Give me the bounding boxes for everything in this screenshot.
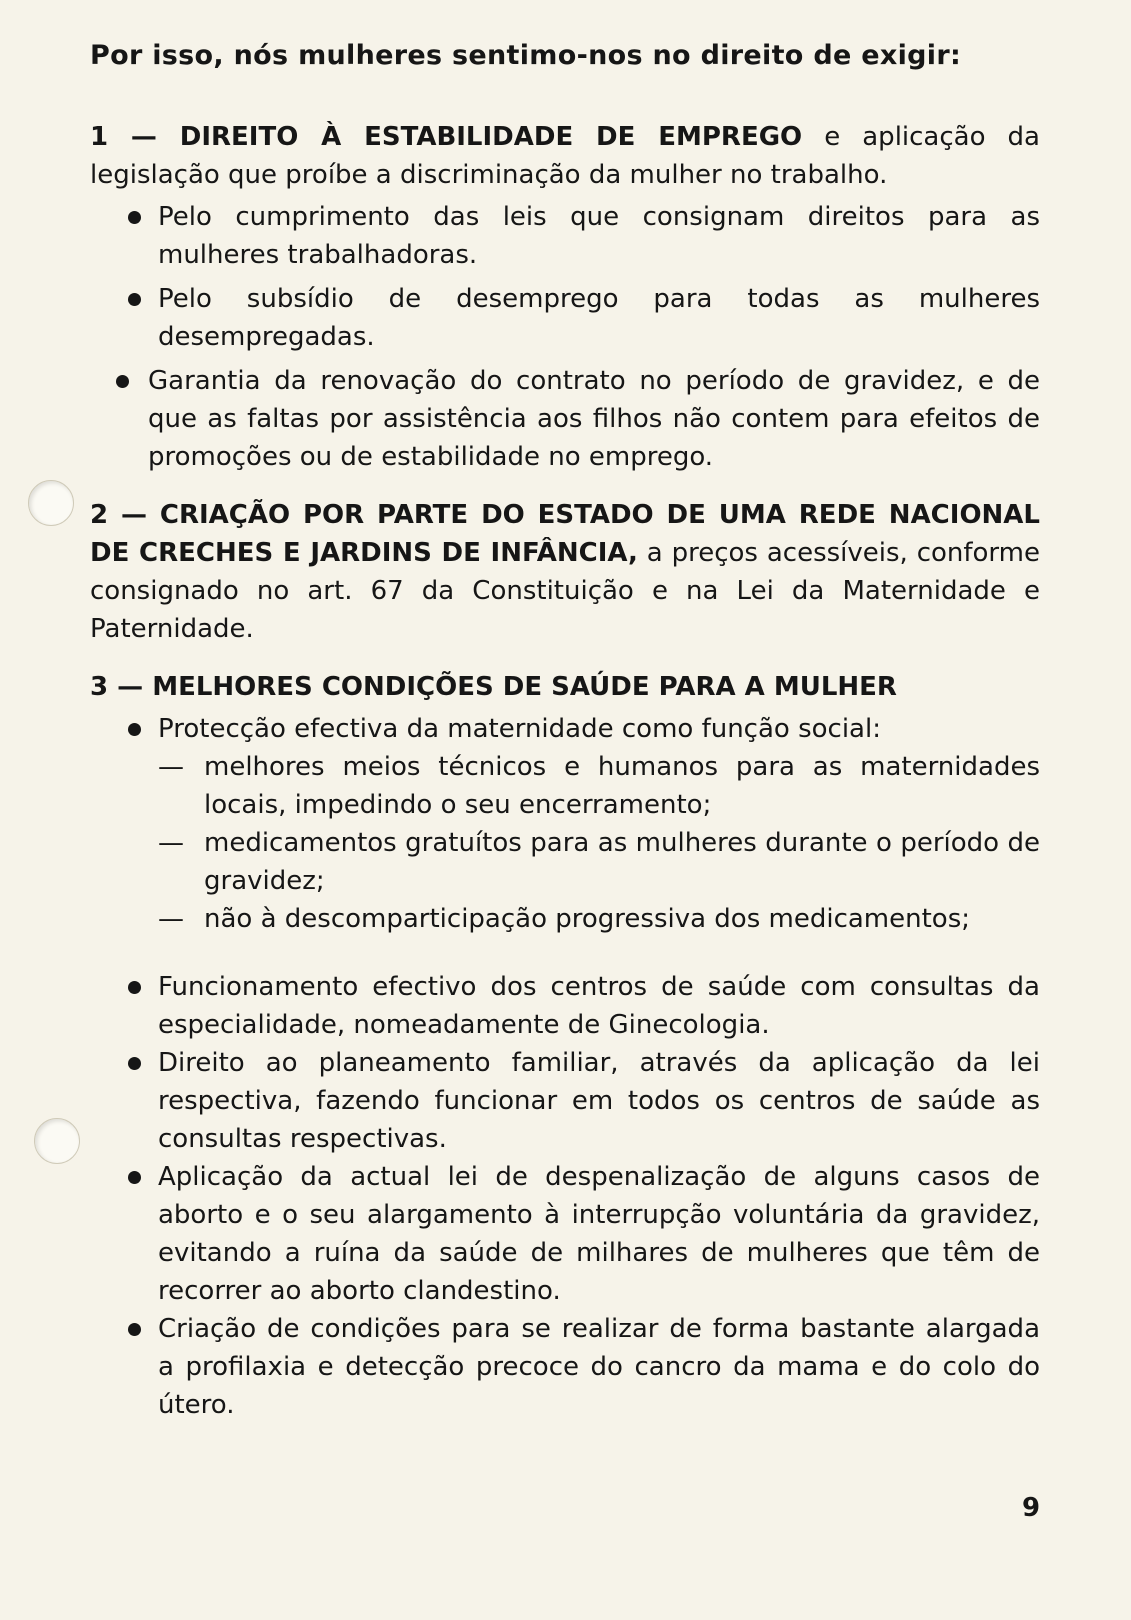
binder-hole	[28, 480, 74, 526]
list-item-text: Pelo subsídio de desemprego para todas as mulheres desempregadas.	[158, 284, 1040, 352]
sub-item-text: medicamentos gratuítos para as mulheres durante o período de gravidez;	[204, 828, 1040, 896]
dash-mark: —	[158, 752, 184, 782]
sub-item-text: melhores meios técnicos e humanos para as maternidades locais, impedindo o seu encerramento;	[204, 752, 1040, 820]
page-number: 9	[1022, 1493, 1041, 1523]
dash-mark: —	[158, 904, 184, 934]
list-item	[90, 1044, 1040, 1158]
sub-item	[158, 900, 1040, 938]
bullet-icon	[128, 981, 141, 994]
list-item	[90, 280, 1040, 356]
section-3-bullets	[90, 710, 1040, 1424]
binder-hole	[34, 1118, 80, 1164]
bullet-icon	[128, 211, 141, 224]
sub-item-text: não à descomparticipação progressiva dos medicamentos;	[204, 904, 971, 934]
list-item	[90, 198, 1040, 274]
list-item	[90, 362, 1040, 476]
bullet-icon	[116, 375, 129, 388]
bullet-icon	[128, 1323, 141, 1336]
list-item	[90, 1310, 1040, 1424]
section-1-title-strong: 1 — DIREITO À ESTABILIDADE DE EMPREGO	[90, 122, 803, 152]
spacer	[90, 938, 1040, 968]
list-item-text: Funcionamento efectivo dos centros de saúde com consultas da especialidade, nomeadamente de Ginecologia.	[158, 972, 1040, 1040]
section-1-bullets	[90, 198, 1040, 476]
section-3-title-strong: 3 — MELHORES CONDIÇÕES DE SAÚDE PARA A MULHER	[90, 672, 897, 702]
section-1	[90, 118, 1040, 476]
section-3-title	[90, 668, 1040, 706]
bullet-icon	[128, 1057, 141, 1070]
section-2-title	[90, 496, 1040, 648]
sub-item	[158, 748, 1040, 824]
section-2	[90, 496, 1040, 648]
list-item-text: Garantia da renovação do contrato no período de gravidez, e de que as faltas por assistência aos filhos não contem para efeitos de promoções ou de estabilidade no emprego.	[148, 366, 1040, 472]
bullet-icon	[128, 293, 141, 306]
bullet-icon	[128, 1171, 141, 1184]
section-2-title-strong: 2 — CRIAÇÃO POR PARTE DO ESTADO DE UMA REDE NACIONAL DE CRECHES E JARDINS DE INFÂNCIA,	[90, 500, 1040, 568]
list-item-text: Protecção efectiva da maternidade como função social:	[158, 714, 881, 744]
page-heading: Por isso, nós mulheres sentimo-nos no direito de exigir:	[90, 40, 962, 71]
dash-mark: —	[158, 828, 184, 858]
list-item	[90, 1158, 1040, 1310]
bullet-icon	[128, 723, 141, 736]
page-content	[90, 38, 1040, 1424]
list-item-text: Aplicação da actual lei de despenalização de alguns casos de aborto e o seu alargamento à interrupção voluntária da gravidez, evitando a ruína da saúde de milhares de mulheres que têm de recorrer ao aborto clandestino.	[158, 1162, 1040, 1306]
section-3	[90, 668, 1040, 1424]
list-item-text: Direito ao planeamento familiar, através da aplicação da lei respectiva, fazendo funcionar em todos os centros de saúde as consultas respectivas.	[158, 1048, 1040, 1154]
sub-item	[158, 824, 1040, 900]
section-1-title-rest: e aplicação da legislação que proíbe a discriminação da mulher no trabalho.	[90, 122, 1040, 190]
section-1-title	[90, 118, 1040, 194]
list-item	[90, 710, 1040, 938]
list-item	[90, 968, 1040, 1044]
section-2-title-rest: a preços acessíveis, conforme consignado no art. 67 da Constituição e na Lei da Maternidade e Paternidade.	[90, 538, 1040, 644]
list-item-text: Criação de condições para se realizar de forma bastante alargada a profilaxia e detecção precoce do cancro da mama e do colo do útero.	[158, 1314, 1040, 1420]
list-item-text: Pelo cumprimento das leis que consignam direitos para as mulheres trabalhadoras.	[158, 202, 1040, 270]
